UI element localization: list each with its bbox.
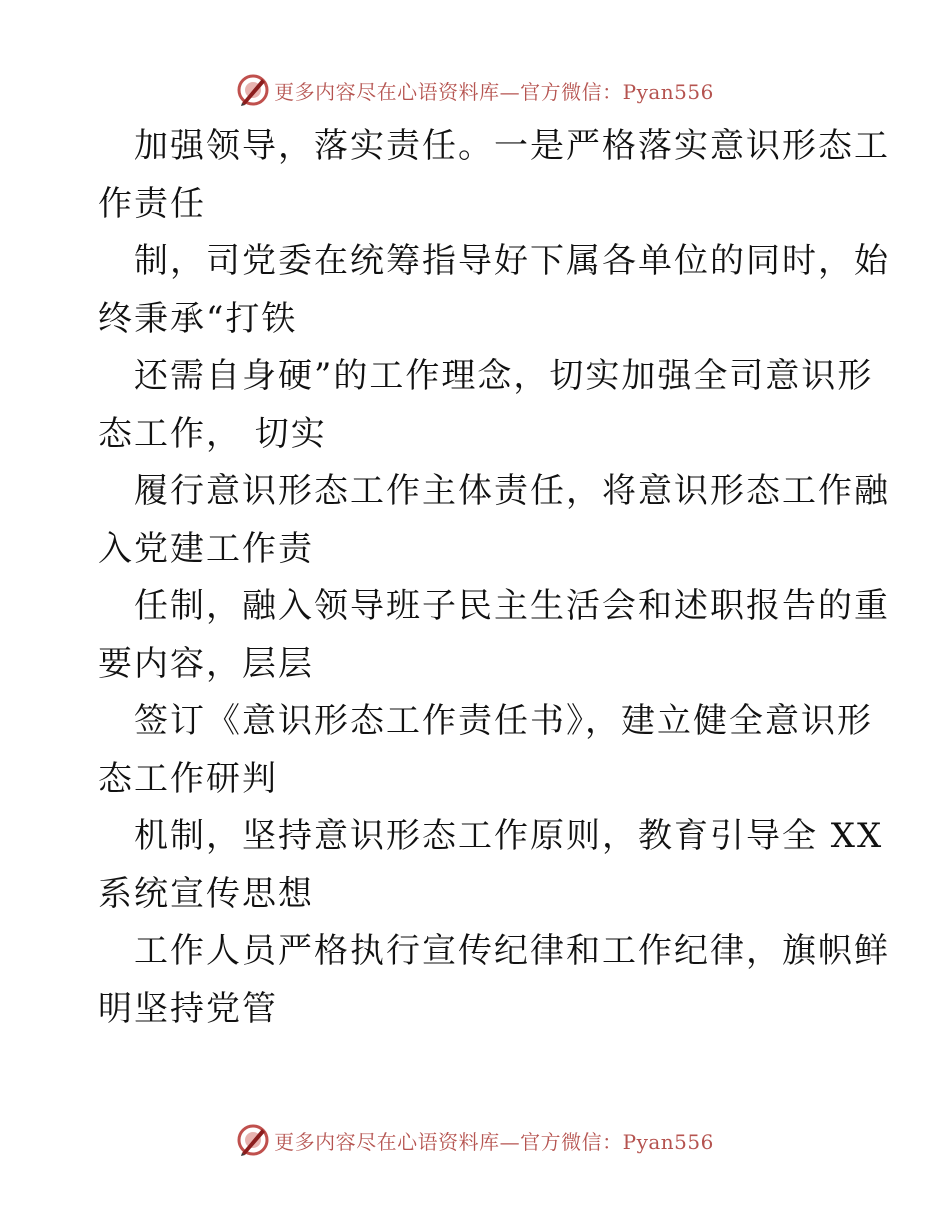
paragraph-line: 终秉承“打铁: [98, 298, 298, 339]
watermark-text: 更多内容尽在心语资料库—官方微信：Pyan556: [274, 79, 714, 104]
paragraph-line: 履行意识形态工作主体责任，将意识形态工作融: [134, 471, 890, 511]
paragraph-line: 机制，坚持意识形态工作原则，教育引导全 XX: [134, 816, 884, 856]
paragraph-line: 工作人员严格执行宣传纪律和工作纪律，旗帜鲜: [134, 931, 890, 971]
pen-logo-icon: [236, 1123, 270, 1157]
paragraph-line: 任制，融入领导班子民主生活会和述职报告的重: [134, 586, 890, 626]
paragraph-line: 还需自身硬”的工作理念，切实加强全司意识形: [134, 356, 874, 396]
pen-logo-icon: [236, 73, 270, 107]
paragraph-line: 态工作研判: [98, 758, 278, 799]
watermark-text: 更多内容尽在心语资料库—官方微信：Pyan556: [274, 1129, 714, 1154]
paragraph-line: 明坚持党管: [98, 988, 278, 1029]
paragraph-line: 作责任: [98, 183, 206, 224]
paragraph-line: 入党建工作责: [98, 528, 314, 569]
paragraph-line: 系统宣传思想: [98, 873, 314, 914]
document-body: [98, 118, 890, 1038]
paragraph-line: 加强领导，落实责任。一是严格落实意识形态工: [134, 126, 890, 166]
footer-watermark: [0, 1120, 950, 1160]
paragraph-line: 制，司党委在统筹指导好下属各单位的同时，始: [134, 241, 890, 281]
header-watermark: [0, 70, 950, 110]
paragraph-line: 签订《意识形态工作责任书》，建立健全意识形: [134, 701, 873, 741]
paragraph-line: 要内容，层层: [98, 643, 314, 684]
paragraph-line: 态工作， 切实: [98, 413, 327, 454]
